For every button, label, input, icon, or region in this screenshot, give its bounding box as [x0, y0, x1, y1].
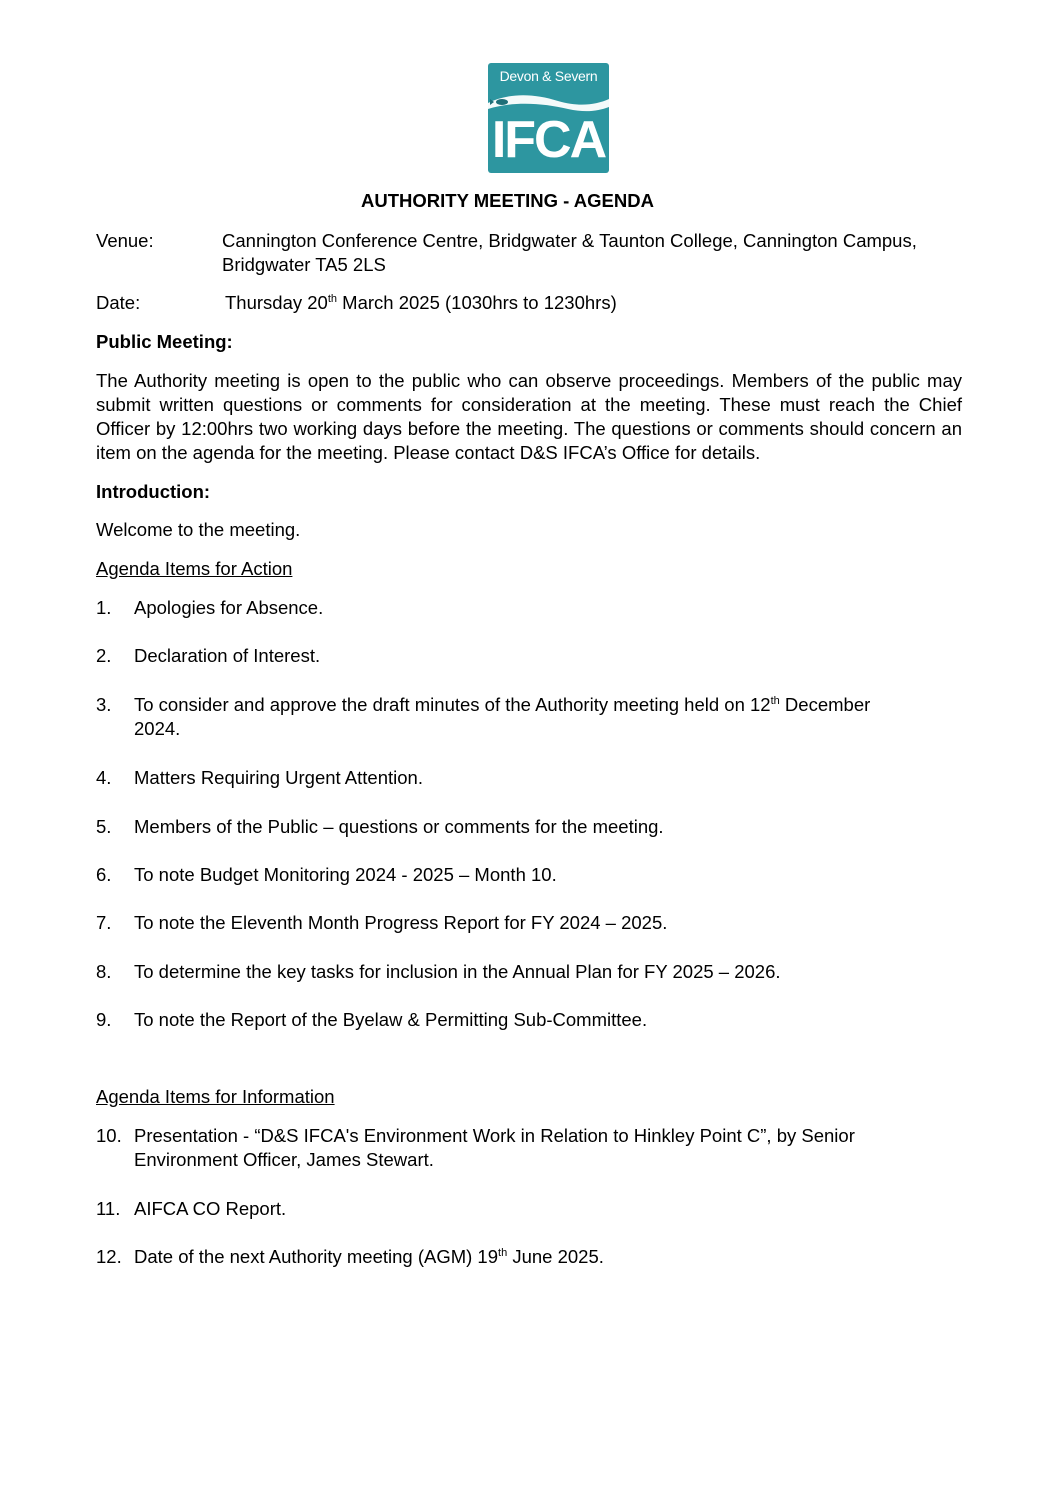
agenda-item-text: To note the Eleventh Month Progress Report for FY 2024 – 2025. — [134, 912, 668, 933]
agenda-item-text: To consider and approve the draft minutes of the Authority meeting held on 12th December — [134, 694, 871, 715]
logo-subtitle: Devon & Severn — [499, 68, 598, 84]
public-meeting-text: The Authority meeting is open to the public who can observe proceedings. Members of the public may submit written questions or comments for consideration at the meeting. These must reach the Chief Officer by 12:00hrs two working days before the meeting. The questions or comments should concern an item on the agenda for the meeting. Please contact D&S IFCA’s Office for details. — [96, 370, 962, 463]
agenda-item-text: To note the Report of the Byelaw & Permitting Sub-Committee. — [134, 1009, 648, 1030]
agenda-item-number: 6. — [96, 864, 112, 885]
venue-label: Venue: — [96, 230, 154, 251]
agenda-item-text: Presentation - “D&S IFCA's Environment Work in Relation to Hinkley Point C”, by Senior — [134, 1125, 855, 1146]
agenda-item-text: To note Budget Monitoring 2024 - 2025 – Month 10. — [134, 864, 557, 885]
agenda-item-text: Matters Requiring Urgent Attention. — [134, 767, 423, 788]
agenda-item-number: 11. — [96, 1198, 121, 1219]
agenda-item-text: AIFCA CO Report. — [134, 1198, 287, 1219]
agenda-item-text-continued: Environment Officer, James Stewart. — [134, 1149, 434, 1170]
agenda-item-number: 3. — [96, 694, 112, 715]
agenda-item-number: 7. — [96, 912, 112, 933]
agenda-item-text: Declaration of Interest. — [134, 645, 321, 666]
agenda-item-number: 1. — [96, 597, 112, 618]
public-meeting-heading: Public Meeting: — [96, 331, 233, 352]
date-value: Thursday 20th March 2025 (1030hrs to 1230hrs) — [225, 292, 617, 313]
info-section-heading: Agenda Items for Information — [96, 1086, 335, 1107]
date-label: Date: — [96, 292, 141, 313]
agenda-item-text-continued: 2024. — [134, 718, 181, 739]
logo-name: IFCA — [491, 111, 606, 169]
agenda-item-number: 12. — [96, 1246, 122, 1267]
venue-line-1: Cannington Conference Centre, Bridgwater & Taunton College, Cannington Campus, — [222, 230, 917, 251]
ifca-logo — [488, 63, 609, 173]
agenda-item-number: 4. — [96, 767, 112, 788]
agenda-item-text: To determine the key tasks for inclusion in the Annual Plan for FY 2025 – 2026. — [134, 961, 781, 982]
agenda-item-number: 2. — [96, 645, 112, 666]
introduction-heading: Introduction: — [96, 481, 211, 502]
venue-line-2: Bridgwater TA5 2LS — [222, 254, 386, 275]
agenda-item-number: 9. — [96, 1009, 112, 1030]
action-section-heading: Agenda Items for Action — [96, 558, 293, 579]
agenda-item-text: Date of the next Authority meeting (AGM) 19th June 2025. — [134, 1246, 604, 1267]
agenda-item-text: Apologies for Absence. — [134, 597, 324, 618]
agenda-item-text: Members of the Public – questions or comments for the meeting. — [134, 816, 664, 837]
agenda-item-number: 5. — [96, 816, 112, 837]
agenda-item-number: 8. — [96, 961, 112, 982]
agenda-item-number: 10. — [96, 1125, 122, 1146]
page-title: AUTHORITY MEETING - AGENDA — [361, 190, 654, 211]
introduction-text: Welcome to the meeting. — [96, 519, 301, 540]
